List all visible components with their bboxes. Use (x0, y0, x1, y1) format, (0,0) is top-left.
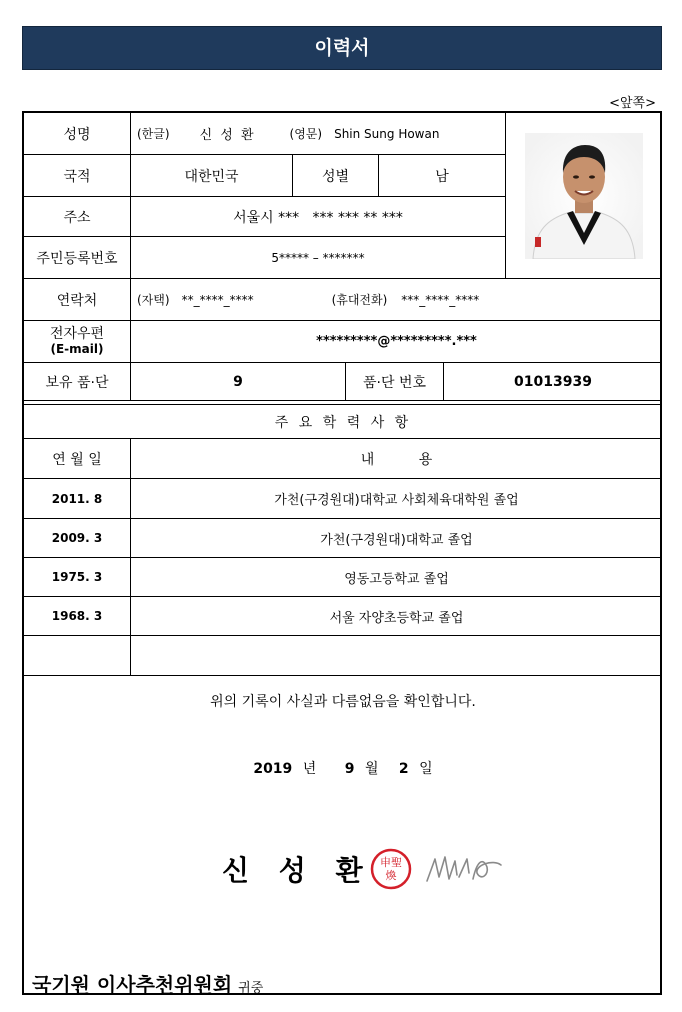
svg-text:申聖: 申聖 (379, 856, 402, 869)
table-row-content (131, 558, 662, 597)
date-month-unit: 월 (364, 761, 379, 777)
name-en: Shin Sung Howan (334, 126, 440, 141)
email-value-cell (131, 321, 662, 363)
rank-value: 9 (233, 373, 243, 390)
date-day-unit: 일 (419, 761, 433, 777)
rank-label: 보유 품·단 (45, 374, 109, 391)
email-label: 전자우편 (49, 325, 105, 342)
education-date: 1968. 3 (51, 609, 103, 623)
rank-no-value-cell (444, 363, 662, 401)
education-date: 2011. 8 (51, 491, 103, 506)
name-kr-label: (한글) (137, 127, 170, 141)
rrn-label: 주민등록번호 (36, 250, 118, 267)
confirmation-date (24, 758, 662, 778)
address-label-cell (24, 197, 131, 237)
email-label-cell (24, 321, 131, 363)
handwritten-signature (423, 851, 505, 887)
table-row-date (24, 519, 131, 558)
contact-value-cell (131, 279, 662, 321)
svg-text:煥: 煥 (385, 869, 397, 882)
rrn-value: 5***** – ******* (271, 250, 365, 265)
education-col-content: 내 용 (360, 451, 433, 468)
date-month: 9 (344, 761, 355, 777)
rank-no-value: 01013939 (514, 373, 592, 390)
email-label-en: (E-mail) (50, 341, 104, 356)
education-content: 가천(구경원대)대학교 졸업 (320, 532, 473, 548)
address-value-cell (131, 197, 506, 237)
signature-block (222, 847, 505, 891)
education-col-date: 연 월 일 (52, 451, 102, 468)
education-date: 2009. 3 (51, 531, 103, 545)
date-day: 2 (398, 761, 409, 777)
address-value: 서울시 *** *** *** ** *** (233, 209, 403, 226)
resume-form (22, 111, 662, 995)
table-row-content (131, 636, 662, 676)
table-row-content (131, 519, 662, 558)
nationality-value-cell (131, 155, 293, 197)
home-phone-label: (자택) (137, 293, 170, 307)
rank-no-label-cell (346, 363, 444, 401)
education-section-title-cell (24, 405, 662, 439)
mobile-phone-label: (휴대전화) (331, 293, 388, 307)
education-date: 1975. 3 (51, 570, 103, 584)
name-label-cell (24, 113, 131, 155)
name-en-label: (영문) (289, 127, 323, 141)
education-content: 영동고등학교 졸업 (344, 571, 449, 587)
gender-value: 남 (435, 168, 449, 185)
page-side-note: <앞쪽> (609, 96, 656, 111)
signer-name: 신 성 환 (222, 854, 373, 887)
name-label: 성명 (63, 126, 91, 143)
profile-photo (506, 113, 662, 279)
name-value-cell (131, 113, 506, 155)
rrn-value-cell (131, 237, 506, 279)
education-section-title: 주 요 학 력 사 항 (274, 414, 412, 431)
education-content: 가천(구경원대)대학교 사회체육대학원 졸업 (274, 493, 519, 508)
document-title: 이력서 (22, 26, 662, 70)
education-col-date-cell (24, 439, 131, 479)
table-row-date (24, 479, 131, 519)
rank-label-cell (24, 363, 131, 401)
recipient-org: 국기원 이사추천위원회 (32, 973, 233, 997)
contact-label-cell (24, 279, 131, 321)
footer-recipient (32, 969, 263, 998)
table-row-date (24, 558, 131, 597)
gender-label: 성별 (321, 168, 350, 185)
table-row-content (131, 597, 662, 636)
contact-label: 연락처 (56, 292, 98, 309)
gender-value-cell (379, 155, 506, 197)
address-label: 주소 (63, 209, 91, 226)
email-value: *********@*********.*** (316, 334, 477, 349)
nationality-value: 대한민국 (184, 168, 239, 185)
confirmation-statement: 위의 기록이 사실과 다름없음을 확인합니다. (210, 694, 476, 710)
education-col-content-cell (131, 439, 662, 479)
nationality-label: 국적 (63, 168, 91, 185)
date-year-unit: 년 (302, 761, 317, 777)
gender-label-cell (293, 155, 379, 197)
table-row-content (131, 479, 662, 519)
table-row-date (24, 597, 131, 636)
portrait-image (525, 133, 643, 259)
table-row-date (24, 636, 131, 676)
name-kr: 신 성 환 (199, 128, 256, 143)
rank-value-cell (131, 363, 346, 401)
rank-no-label: 품·단 번호 (363, 374, 426, 391)
recipient-suffix: 귀중 (238, 981, 264, 996)
home-phone: **_****_**** (181, 292, 254, 307)
date-year: 2019 (253, 761, 293, 777)
education-content: 서울 자양초등학교 졸업 (329, 610, 464, 626)
red-seal-icon (369, 847, 413, 891)
mobile-phone: ***_****_**** (401, 292, 480, 307)
nationality-label-cell (24, 155, 131, 197)
rrn-label-cell (24, 237, 131, 279)
